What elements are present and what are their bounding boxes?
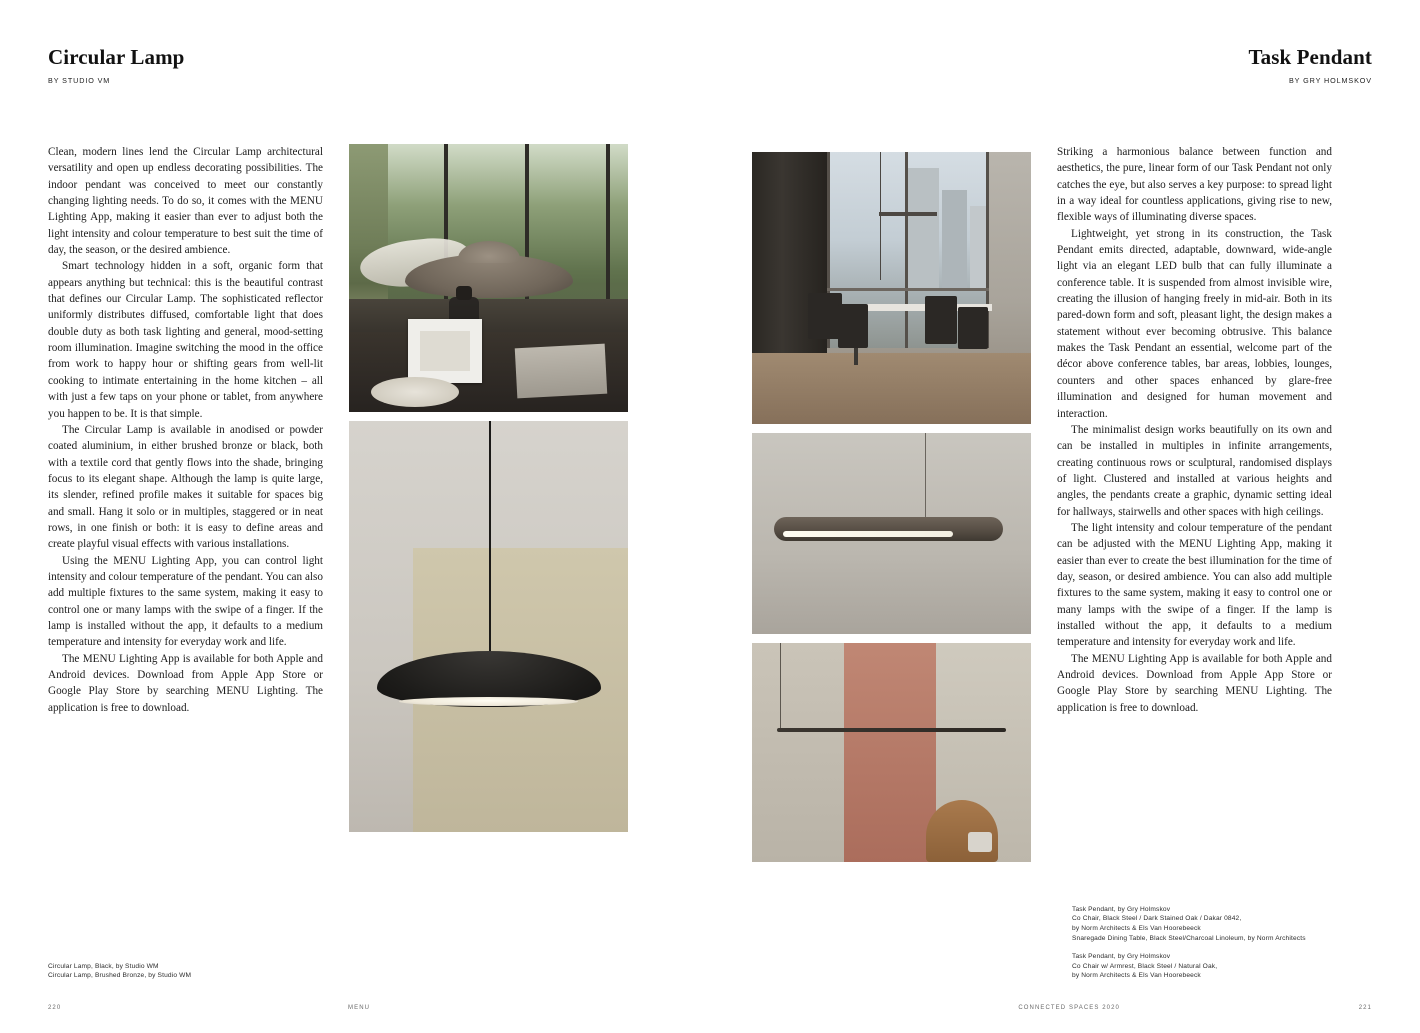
caption-line: Circular Lamp, Black, by Studio WM — [48, 962, 159, 970]
paragraph: Striking a harmonious balance between function and aesthetics, the pure, linear form of our Task Pendant not only catches the eye, but also serves a key purpose: to spread light in a way ideal for countless applications, giving rise to new, flexible ways of illuminating diverse spaces. — [1057, 146, 1332, 224]
caption-line: by Norm Architects & Els Van Hoorebeeck — [1072, 972, 1201, 980]
paragraph: Lightweight, yet strong in its construction, the Task Pendant emits directed, adaptable, downward, wide-angle light via an elegant LED bulb that can fully illuminate a conference table. It is suspended from almost invisible wire, creating the illusion of hanging freely in mid-air. Both in its pared-down form and soft, pleasant light, the design makes a statement without ever becoming obtrusive. This balance makes the Task Pendant an essential, welcome part of the décor above conference tables, bar areas, lobbies, lounges, counters and other spaces enhanced by glare-free illumination and designed for human movement and interaction. — [1057, 227, 1332, 420]
caption-line: Circular Lamp, Brushed Bronze, by Studio WM — [48, 972, 192, 980]
caption-block — [48, 962, 328, 981]
photo-dining-room-task-pendant — [752, 152, 1031, 424]
left-page-content — [48, 144, 662, 832]
photo-interior-circular-lamp — [349, 144, 628, 412]
right-page — [710, 0, 1420, 1033]
right-body-text — [1057, 144, 1332, 862]
folio-page-number-left: 220 — [48, 1005, 62, 1011]
left-page-header — [48, 0, 670, 85]
page-title: Task Pendant — [1248, 45, 1372, 69]
caption-line: Task Pendant, by Gry Holmskov — [1072, 905, 1171, 913]
right-page-content — [752, 144, 1372, 862]
page-byline: BY GRY HOLMSKOV — [1288, 76, 1372, 86]
caption-line: by Norm Architects & Els Van Hoorebeeck — [1072, 925, 1201, 933]
right-page-captions — [1072, 905, 1372, 981]
page-title: Circular Lamp — [48, 45, 185, 69]
caption-line: Snaregade Dining Table, Black Steel/Charcoal Linoleum, by Norm Architects — [1072, 934, 1306, 942]
caption-block — [1072, 952, 1372, 981]
caption-block — [1072, 905, 1372, 943]
paragraph: The MENU Lighting App is available for both Apple and Android devices. Download from Apple App Store or Google Play Store by searching MENU Lighting. The application is free to download. — [48, 652, 323, 714]
paragraph: The minimalist design works beautifully on its own and can be installed in multiples in infinite arrangements, creating continuous rows or sculptural, randomised displays of light. Clustered and installed at various heights and angles, the pendants create a graphic, dynamic setting ideal for hallways, stairwells and other spaces with high ceilings. — [1057, 423, 1332, 518]
photo-circular-lamp-detail — [349, 421, 628, 832]
left-image-column — [349, 144, 628, 832]
paragraph: Clean, modern lines lend the Circular Lamp architectural versatility and open up endless decorating possibilities. The indoor pendant was conceived to meet our constantly changing lighting needs. To do so, it comes with the MENU Lighting App, making it easier than ever to adjust both the light intensity and colour temperature to best suit the time of day, the season, or the desired ambience. — [48, 146, 323, 257]
photo-task-pendant-terracotta — [752, 643, 1031, 862]
photo-task-pendant-closeup — [752, 433, 1031, 634]
paragraph: The MENU Lighting App is available for both Apple and Android devices. Download from Apple App Store or Google Play Store by searching MENU Lighting. The application is free to download. — [1057, 652, 1332, 714]
folio-page-number-right: 221 — [1358, 1005, 1372, 1011]
paragraph: Using the MENU Lighting App, you can control light intensity and colour temperature of the pendant. You can also add multiple fixtures to the same system, making it easy to control one or many lamps with the swipe of a finger. If the lamp is installed without the app, it defaults to a medium temperature and intensity for everyday work and life. — [48, 554, 323, 649]
paragraph: The light intensity and colour temperature of the pendant can be adjusted with the MENU Lighting App, making it easier than ever to create the best illumination for the time of day, season, or desired ambience. You can also add multiple fixtures to the same system, making it easy to control one or many lamps with the swipe of a finger. If the lamp is installed without the app, it defaults to a medium temperature and intensity for everyday work and life. — [1057, 521, 1332, 649]
page-byline: BY STUDIO VM — [48, 76, 111, 86]
right-image-column — [752, 144, 1031, 862]
paragraph: The Circular Lamp is available in anodised or powder coated aluminium, in either brushed bronze or black, both with a textile cord that gently flows into the shade, bringing focus to its elegant shape. Although the lamp is quite large, its slender, refined profile makes it suitable for spaces big and small. Hang it solo or in multiples, staggered or in neat rows, in one finish or both: it is easy to define areas and create playful visual effects with various installations. — [48, 423, 323, 551]
left-page-captions — [48, 962, 328, 981]
caption-line: Task Pendant, by Gry Holmskov — [1072, 953, 1171, 961]
paragraph: Smart technology hidden in a soft, organic form that appears anything but technical: this is the beautiful contrast that defines our Circular Lamp. The sophisticated reflector uniformly distributes diffused, comfortable light that does double duty as both task lighting and general, mood-setting room illumination. Imagine switching the mood in the office from work to happy hour or shifting gears from well-lit cooking to intimate entertaining in the home kitchen – all with just a few taps on your phone or tablet, from anywhere you happen to be. It is that simple. — [48, 260, 323, 420]
caption-line: Co Chair, Black Steel / Dark Stained Oak / Dakar 0842, — [1072, 915, 1242, 923]
folio-label-left: MENU — [348, 1005, 371, 1011]
folio-label-right: CONNECTED SPACES 2020 — [1018, 1005, 1120, 1011]
right-page-header — [750, 0, 1372, 85]
left-body-text — [48, 144, 323, 832]
caption-line: Co Chair w/ Armrest, Black Steel / Natural Oak, — [1072, 962, 1218, 970]
